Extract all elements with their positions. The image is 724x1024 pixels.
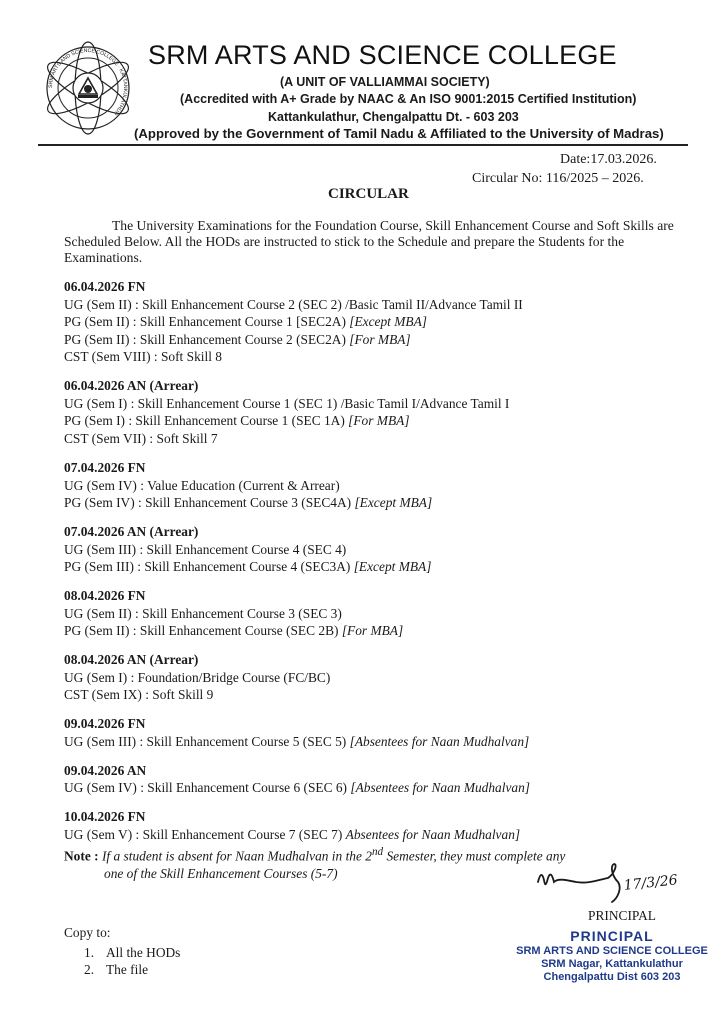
schedule-block bbox=[64, 651, 704, 704]
schedule-item-note: [Except MBA] bbox=[349, 314, 427, 330]
schedule-item-text: UG (Sem V) : Skill Enhancement Course 7 (SEC 7) bbox=[64, 826, 346, 842]
schedule-item-note: [Absentees for Naan Mudhalvan] bbox=[349, 733, 530, 749]
schedule-item-text: UG (Sem II) : Skill Enhancement Course 2 (SEC 2) /Basic Tamil II/Advance Tamil II bbox=[64, 296, 523, 312]
schedule-item-note: [For MBA] bbox=[341, 623, 404, 639]
note-text-post: Semester, they must complete any bbox=[383, 848, 566, 864]
schedule-date: 09.04.2026 AN bbox=[64, 762, 147, 778]
schedule-date: 10.04.2026 FN bbox=[64, 809, 146, 825]
schedule-item bbox=[64, 826, 704, 844]
schedule-block bbox=[64, 523, 704, 576]
principal-signature bbox=[532, 858, 712, 908]
schedule-item bbox=[64, 494, 704, 512]
schedule-item-text: PG (Sem II) : Skill Enhancement Course 2 (SEC2A) bbox=[64, 331, 350, 347]
copy-to-label: Copy to: bbox=[64, 925, 111, 940]
accreditation-line: (Accredited with A+ Grade by NAAC & An ISO 9001:2015 Certified Institution) bbox=[180, 92, 637, 106]
stamp-district: Chengalpattu Dist 603 203 bbox=[543, 971, 681, 983]
schedule-block bbox=[64, 587, 704, 640]
schedule-item-text: UG (Sem I) : Skill Enhancement Course 1 (SEC 1) /Basic Tamil I/Advance Tamil I bbox=[64, 395, 510, 411]
schedule-block bbox=[64, 278, 704, 366]
schedule-item-text: UG (Sem II) : Skill Enhancement Course 3 (SEC 3) bbox=[64, 605, 342, 621]
schedule-block bbox=[64, 762, 704, 797]
schedule-item bbox=[64, 331, 704, 349]
schedule-item-text: PG (Sem I) : Skill Enhancement Course 1 (SEC 1A) bbox=[64, 413, 349, 429]
schedule-item-note: [Absentees for Naan Mudhalvan] bbox=[350, 780, 531, 796]
schedule-date: 07.04.2026 AN (Arrear) bbox=[64, 524, 199, 540]
schedule-item bbox=[64, 779, 704, 797]
copy-to-list bbox=[84, 944, 180, 978]
circular-date: Date:17.03.2026. bbox=[560, 152, 657, 167]
schedule-item-text: CST (Sem VII) : Soft Skill 7 bbox=[64, 431, 218, 447]
atom-emblem-icon bbox=[38, 38, 138, 138]
schedule-item-text: UG (Sem IV) : Value Education (Current & Arrear) bbox=[64, 477, 340, 493]
header-divider bbox=[38, 144, 688, 146]
schedule-item bbox=[64, 348, 704, 366]
college-name: SRM ARTS AND SCIENCE COLLEGE bbox=[148, 40, 617, 70]
exam-schedule bbox=[64, 278, 704, 855]
schedule-item-note: [Except MBA] bbox=[353, 559, 432, 575]
schedule-item-text: UG (Sem I) : Foundation/Bridge Course (FC/BC) bbox=[64, 669, 331, 685]
note-line-2: one of the Skill Enhancement Courses (5-7) bbox=[104, 866, 338, 882]
copy-to-number: 2. bbox=[84, 962, 95, 977]
schedule-item-text: UG (Sem III) : Skill Enhancement Course 4 (SEC 4) bbox=[64, 541, 347, 557]
note-superscript: nd bbox=[371, 846, 384, 858]
schedule-item bbox=[64, 558, 704, 576]
schedule-item-note: [For MBA] bbox=[349, 331, 411, 347]
copy-to-text: All the HODs bbox=[106, 945, 181, 960]
schedule-block bbox=[64, 377, 704, 447]
schedule-item-note: Absentees for Naan Mudhalvan] bbox=[345, 826, 521, 842]
schedule-item-note: [Except MBA] bbox=[354, 495, 433, 511]
principal-label: PRINCIPAL bbox=[588, 908, 656, 923]
schedule-block bbox=[64, 808, 704, 843]
schedule-block bbox=[64, 459, 704, 512]
society-line: (A UNIT OF VALLIAMMAI SOCIETY) bbox=[280, 75, 490, 89]
intro-paragraph: The University Examinations for the Foundation Course, Skill Enhancement Course and Soft Skills are Scheduled Below. All the HODs are instructed to stick to the Schedule and prepare the Students for the Examinations. bbox=[64, 218, 674, 265]
schedule-date: 09.04.2026 FN bbox=[64, 716, 146, 732]
schedule-item bbox=[64, 686, 704, 704]
address-line: Kattankulathur, Chengalpattu Dt. - 603 203 bbox=[268, 110, 519, 124]
schedule-item-text: PG (Sem III) : Skill Enhancement Course 4 (SEC3A) bbox=[64, 559, 354, 575]
stamp-college: SRM ARTS AND SCIENCE COLLEGE bbox=[516, 945, 708, 957]
copy-to-item bbox=[84, 944, 180, 961]
note-text-pre: If a student is absent for Naan Mudhalvan in the 2 bbox=[101, 848, 372, 864]
schedule-item bbox=[64, 622, 704, 640]
schedule-date: 08.04.2026 AN (Arrear) bbox=[64, 652, 199, 668]
schedule-item-text: PG (Sem II) : Skill Enhancement Course (SEC 2B) bbox=[64, 623, 342, 639]
schedule-date: 08.04.2026 FN bbox=[64, 588, 146, 604]
schedule-item-note: [For MBA] bbox=[348, 413, 410, 429]
circular-number: Circular No: 116/2025 – 2026. bbox=[472, 171, 644, 186]
schedule-item-text: UG (Sem III) : Skill Enhancement Course 5 (SEC 5) bbox=[64, 733, 350, 749]
schedule-item-text: UG (Sem IV) : Skill Enhancement Course 6 (SEC 6) bbox=[64, 780, 351, 796]
schedule-date: 06.04.2026 FN bbox=[64, 279, 146, 294]
copy-to-number: 1. bbox=[84, 945, 95, 960]
schedule-item-text: CST (Sem IX) : Soft Skill 9 bbox=[64, 687, 214, 703]
college-logo bbox=[38, 38, 138, 138]
copy-to-item bbox=[84, 961, 180, 978]
note-label: Note : bbox=[64, 848, 102, 864]
schedule-date: 07.04.2026 FN bbox=[64, 459, 146, 475]
schedule-item-text: PG (Sem IV) : Skill Enhancement Course 3 (SEC4A) bbox=[64, 495, 355, 511]
schedule-item bbox=[64, 669, 704, 687]
schedule-item-text: CST (Sem VIII) : Soft Skill 8 bbox=[64, 349, 222, 365]
schedule-date: 06.04.2026 AN (Arrear) bbox=[64, 378, 199, 394]
signature-date: 17/3/26 bbox=[623, 872, 679, 894]
schedule-item bbox=[64, 541, 704, 559]
schedule-item-text: PG (Sem II) : Skill Enhancement Course 1 [SEC2A) bbox=[64, 314, 350, 330]
schedule-item bbox=[64, 733, 704, 751]
circular-title: CIRCULAR bbox=[328, 186, 409, 202]
schedule-item bbox=[64, 412, 704, 430]
copy-to-text: The file bbox=[106, 962, 149, 977]
logo-ring-text: SRM ARTS AND SCIENCE COLLEGE · KATTANKULATHUR bbox=[47, 47, 129, 117]
principal-stamp bbox=[506, 928, 718, 983]
schedule-item bbox=[64, 477, 704, 495]
schedule-item bbox=[64, 605, 704, 623]
schedule-item bbox=[64, 296, 704, 314]
schedule-item bbox=[64, 313, 704, 331]
schedule-item bbox=[64, 395, 704, 413]
stamp-title: PRINCIPAL bbox=[570, 928, 654, 944]
stamp-address: SRM Nagar, Kattankulathur bbox=[541, 958, 683, 970]
schedule-item bbox=[64, 430, 704, 448]
schedule-block bbox=[64, 715, 704, 750]
approval-line: (Approved by the Government of Tamil Nadu & Affiliated to the University of Madras) bbox=[134, 126, 664, 141]
